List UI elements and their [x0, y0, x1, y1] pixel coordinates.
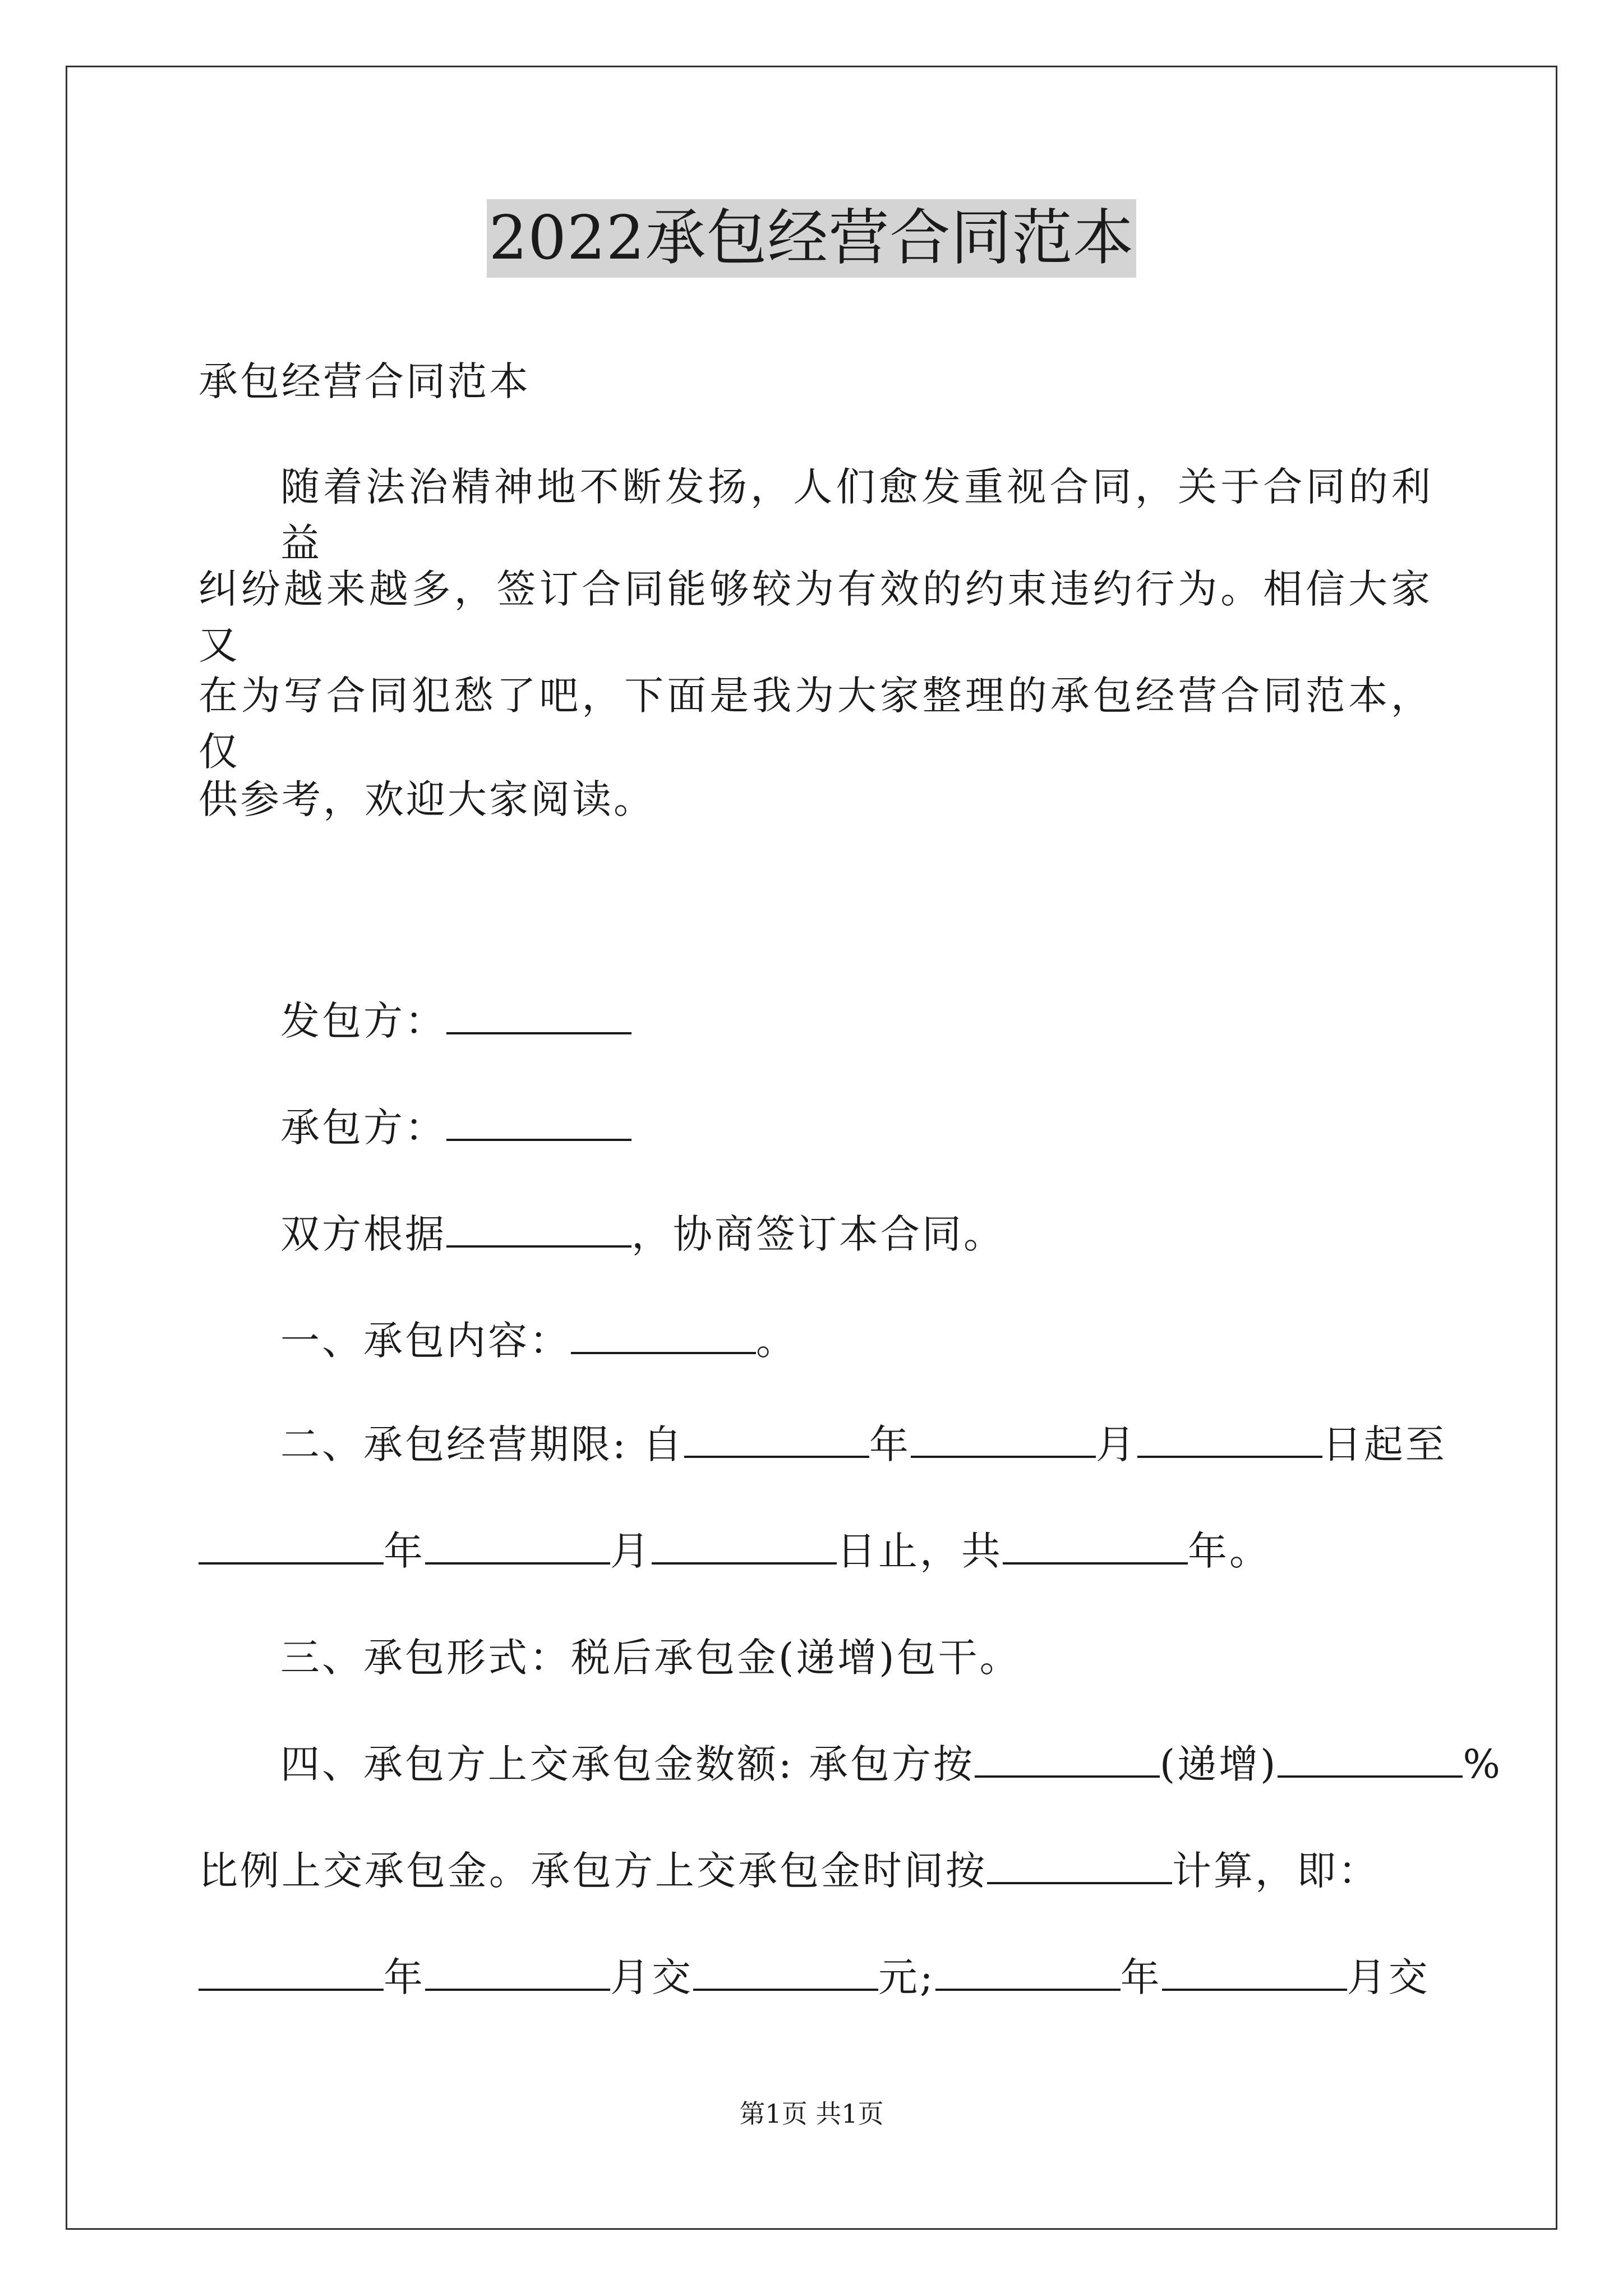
clause-4c-year2-label: 年	[1120, 1954, 1162, 2000]
clause-4c-line	[199, 1949, 1432, 2005]
clause-2-month-label: 月	[1095, 1421, 1137, 1467]
party-a-label: 发包方：	[280, 998, 446, 1044]
clause-2-year-label: 年	[869, 1421, 911, 1467]
clause-2b-total-blank[interactable]	[1003, 1527, 1188, 1565]
clause-2b-month-blank[interactable]	[425, 1527, 610, 1565]
party-a-blank[interactable]	[446, 997, 631, 1034]
clause-1-suffix: 。	[756, 1318, 797, 1364]
clause-2-continuation-line	[199, 1523, 1432, 1579]
clause-4-line	[280, 1736, 1514, 1792]
party-a-line	[280, 993, 1514, 1049]
clause-4b-prefix: 比例上交承包金。承包方上交承包金时间按	[199, 1848, 987, 1894]
clause-4c-yuan-label: 元;	[878, 1954, 935, 2000]
basis-prefix: 双方根据	[280, 1211, 446, 1257]
clause-2-year-blank[interactable]	[684, 1421, 869, 1458]
clause-2-month-blank[interactable]	[911, 1421, 1096, 1458]
document-subtitle: 承包经营合同范本	[199, 358, 531, 404]
clause-2-day-label: 日起至	[1322, 1421, 1447, 1467]
basis-suffix: ，协商签订本合同。	[631, 1211, 1005, 1257]
clause-4c-month1-blank[interactable]	[425, 1954, 610, 1991]
clause-4c-month1-label: 月交	[610, 1954, 693, 2000]
party-b-line	[280, 1099, 1514, 1156]
intro-line-4: 供参考，欢迎大家阅读。	[199, 776, 655, 822]
party-b-blank[interactable]	[446, 1104, 631, 1141]
clause-1-blank[interactable]	[571, 1317, 756, 1354]
page-footer: 第1页 共1页	[739, 2099, 884, 2129]
clause-2b-total-label: 年。	[1188, 1528, 1271, 1574]
intro-line-1: 随着法治精神地不断发扬，人们愈发重视合同，关于合同的利益	[280, 464, 1433, 566]
clause-4-percent: %	[1463, 1741, 1502, 1787]
clause-2b-year-blank[interactable]	[199, 1527, 384, 1565]
clause-4b-line	[199, 1843, 1432, 1899]
clause-4b-suffix: 计算，即：	[1172, 1848, 1380, 1894]
clause-4c-month2-label: 月交	[1347, 1954, 1430, 2000]
document-title: 2022承包经营合同范本	[487, 199, 1137, 278]
clause-4c-amount-blank[interactable]	[693, 1954, 878, 1991]
clause-3-line: 三、承包形式：税后承包金(递增)包干。	[280, 1635, 1021, 1681]
clause-2b-year-label: 年	[384, 1528, 425, 1574]
clause-2-prefix: 二、承包经营期限: 自	[280, 1421, 684, 1467]
clause-2b-day-label: 日止，共	[837, 1528, 1003, 1574]
party-b-label: 承包方：	[280, 1105, 446, 1151]
intro-line-3: 在为写合同犯愁了吧，下面是我为大家整理的承包经营合同范本，仅	[199, 673, 1432, 775]
clause-4c-month2-blank[interactable]	[1162, 1954, 1347, 1991]
basis-line	[280, 1206, 1514, 1262]
clause-4c-year2-blank[interactable]	[935, 1954, 1121, 1991]
clause-4c-year1-label: 年	[384, 1954, 425, 2000]
clause-2-day-blank[interactable]	[1137, 1421, 1322, 1458]
clause-4-prefix: 四、承包方上交承包金数额: 承包方按	[280, 1741, 975, 1787]
clause-4b-blank[interactable]	[987, 1847, 1172, 1884]
intro-line-2: 纠纷越来越多，签订合同能够较为有效的约束违约行为。相信大家又	[199, 566, 1432, 668]
basis-blank[interactable]	[446, 1211, 631, 1248]
clause-4-mid: (递增)	[1159, 1741, 1278, 1787]
clause-2b-day-blank[interactable]	[652, 1527, 837, 1565]
clause-4-blank-1[interactable]	[975, 1741, 1160, 1778]
clause-1-line	[280, 1313, 1514, 1369]
clause-4c-year1-blank[interactable]	[199, 1954, 384, 1991]
clause-4-blank-2[interactable]	[1278, 1741, 1463, 1778]
clause-2b-month-label: 月	[610, 1528, 652, 1574]
clause-2-line	[280, 1416, 1514, 1473]
clause-1-prefix: 一、承包内容：	[280, 1318, 571, 1364]
